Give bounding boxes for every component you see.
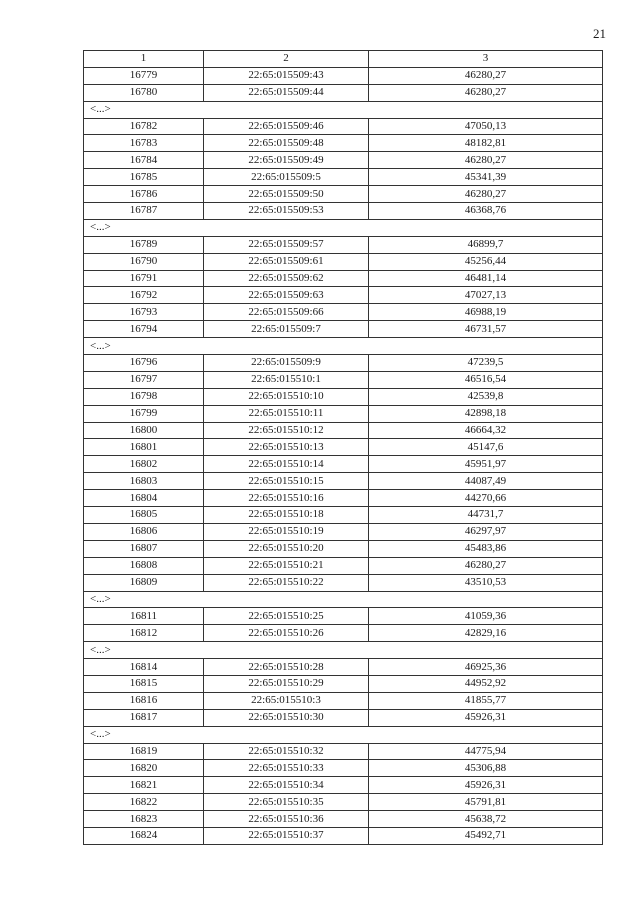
row-number-cell: 16798 xyxy=(84,388,204,405)
table-row xyxy=(84,270,603,287)
cadastral-number-cell: 22:65:015510:32 xyxy=(204,743,369,760)
value-cell: 44270,66 xyxy=(369,490,603,507)
cadastral-number-cell: 22:65:015510:33 xyxy=(204,760,369,777)
row-number-cell: 16796 xyxy=(84,355,204,372)
ellipsis-row xyxy=(84,338,603,355)
table-row xyxy=(84,625,603,642)
value-cell: 46280,27 xyxy=(369,67,603,84)
value-cell: 46297,97 xyxy=(369,523,603,540)
row-number-cell: 16808 xyxy=(84,557,204,574)
value-cell: 46280,27 xyxy=(369,84,603,101)
table-row xyxy=(84,456,603,473)
cadastral-number-cell: 22:65:015510:36 xyxy=(204,811,369,828)
table-row xyxy=(84,507,603,524)
cadastral-number-cell: 22:65:015510:12 xyxy=(204,422,369,439)
value-cell: 43510,53 xyxy=(369,574,603,591)
ellipsis-cell: <...> xyxy=(84,726,603,743)
cadastral-number-cell: 22:65:015510:13 xyxy=(204,439,369,456)
row-number-cell: 16786 xyxy=(84,186,204,203)
value-cell: 46731,57 xyxy=(369,321,603,338)
table-row xyxy=(84,186,603,203)
row-number-cell: 16784 xyxy=(84,152,204,169)
cadastral-number-cell: 22:65:015509:44 xyxy=(204,84,369,101)
table-row xyxy=(84,67,603,84)
value-cell: 41059,36 xyxy=(369,608,603,625)
table-row xyxy=(84,84,603,101)
value-cell: 45791,81 xyxy=(369,794,603,811)
table-row xyxy=(84,743,603,760)
table-body xyxy=(84,51,603,845)
cadastral-number-cell: 22:65:015510:30 xyxy=(204,709,369,726)
table-row xyxy=(84,287,603,304)
column-header-3: 3 xyxy=(369,51,603,68)
row-number-cell: 16797 xyxy=(84,371,204,388)
table-row xyxy=(84,388,603,405)
table-row xyxy=(84,439,603,456)
row-number-cell: 16793 xyxy=(84,304,204,321)
table-row xyxy=(84,709,603,726)
value-cell: 45256,44 xyxy=(369,253,603,270)
value-cell: 45951,97 xyxy=(369,456,603,473)
cadastral-number-cell: 22:65:015510:35 xyxy=(204,794,369,811)
table-row xyxy=(84,473,603,490)
ellipsis-cell: <...> xyxy=(84,338,603,355)
row-number-cell: 16814 xyxy=(84,659,204,676)
cadastral-value-table xyxy=(83,50,603,845)
cadastral-number-cell: 22:65:015509:7 xyxy=(204,321,369,338)
cadastral-number-cell: 22:65:015510:26 xyxy=(204,625,369,642)
value-cell: 46899,7 xyxy=(369,236,603,253)
row-number-cell: 16780 xyxy=(84,84,204,101)
table-row xyxy=(84,760,603,777)
table-row xyxy=(84,355,603,372)
value-cell: 45492,71 xyxy=(369,827,603,844)
ellipsis-row xyxy=(84,101,603,118)
cadastral-number-cell: 22:65:015509:66 xyxy=(204,304,369,321)
value-cell: 46988,19 xyxy=(369,304,603,321)
cadastral-number-cell: 22:65:015509:50 xyxy=(204,186,369,203)
table-row xyxy=(84,169,603,186)
value-cell: 47050,13 xyxy=(369,118,603,135)
table-row xyxy=(84,675,603,692)
table-row xyxy=(84,118,603,135)
cadastral-number-cell: 22:65:015510:22 xyxy=(204,574,369,591)
table-row xyxy=(84,321,603,338)
table-row xyxy=(84,304,603,321)
value-cell: 44731,7 xyxy=(369,507,603,524)
value-cell: 47027,13 xyxy=(369,287,603,304)
row-number-cell: 16821 xyxy=(84,777,204,794)
ellipsis-cell: <...> xyxy=(84,591,603,608)
ellipsis-cell: <...> xyxy=(84,642,603,659)
row-number-cell: 16823 xyxy=(84,811,204,828)
table-header-row xyxy=(84,51,603,68)
value-cell: 42898,18 xyxy=(369,405,603,422)
cadastral-number-cell: 22:65:015510:11 xyxy=(204,405,369,422)
table-row xyxy=(84,692,603,709)
row-number-cell: 16805 xyxy=(84,507,204,524)
ellipsis-cell: <...> xyxy=(84,219,603,236)
value-cell: 45638,72 xyxy=(369,811,603,828)
cadastral-number-cell: 22:65:015510:14 xyxy=(204,456,369,473)
row-number-cell: 16811 xyxy=(84,608,204,625)
cadastral-number-cell: 22:65:015510:25 xyxy=(204,608,369,625)
table-row xyxy=(84,608,603,625)
value-cell: 44087,49 xyxy=(369,473,603,490)
row-number-cell: 16822 xyxy=(84,794,204,811)
cadastral-number-cell: 22:65:015509:62 xyxy=(204,270,369,287)
column-header-2: 2 xyxy=(204,51,369,68)
value-cell: 46664,32 xyxy=(369,422,603,439)
value-cell: 45147,6 xyxy=(369,439,603,456)
cadastral-number-cell: 22:65:015510:34 xyxy=(204,777,369,794)
value-cell: 47239,5 xyxy=(369,355,603,372)
ellipsis-row xyxy=(84,591,603,608)
value-cell: 45926,31 xyxy=(369,709,603,726)
cadastral-number-cell: 22:65:015509:57 xyxy=(204,236,369,253)
table-row xyxy=(84,557,603,574)
row-number-cell: 16802 xyxy=(84,456,204,473)
ellipsis-cell: <...> xyxy=(84,101,603,118)
cadastral-number-cell: 22:65:015509:48 xyxy=(204,135,369,152)
table-row xyxy=(84,523,603,540)
row-number-cell: 16779 xyxy=(84,67,204,84)
cadastral-number-cell: 22:65:015510:3 xyxy=(204,692,369,709)
table-row xyxy=(84,811,603,828)
value-cell: 44775,94 xyxy=(369,743,603,760)
cadastral-number-cell: 22:65:015509:61 xyxy=(204,253,369,270)
table-row xyxy=(84,777,603,794)
cadastral-number-cell: 22:65:015509:63 xyxy=(204,287,369,304)
row-number-cell: 16807 xyxy=(84,540,204,557)
cadastral-number-cell: 22:65:015510:19 xyxy=(204,523,369,540)
page-number: 21 xyxy=(593,26,606,41)
value-cell: 45926,31 xyxy=(369,777,603,794)
cadastral-number-cell: 22:65:015510:10 xyxy=(204,388,369,405)
cadastral-number-cell: 22:65:015509:9 xyxy=(204,355,369,372)
value-cell: 46925,36 xyxy=(369,659,603,676)
value-cell: 45341,39 xyxy=(369,169,603,186)
value-cell: 46368,76 xyxy=(369,203,603,220)
value-cell: 42539,8 xyxy=(369,388,603,405)
row-number-cell: 16789 xyxy=(84,236,204,253)
table-row xyxy=(84,152,603,169)
value-cell: 46280,27 xyxy=(369,557,603,574)
value-cell: 44952,92 xyxy=(369,675,603,692)
row-number-cell: 16816 xyxy=(84,692,204,709)
cadastral-number-cell: 22:65:015510:15 xyxy=(204,473,369,490)
value-cell: 42829,16 xyxy=(369,625,603,642)
ellipsis-row xyxy=(84,642,603,659)
column-header-1: 1 xyxy=(84,51,204,68)
row-number-cell: 16794 xyxy=(84,321,204,338)
cadastral-number-cell: 22:65:015509:49 xyxy=(204,152,369,169)
row-number-cell: 16815 xyxy=(84,675,204,692)
value-cell: 45306,88 xyxy=(369,760,603,777)
row-number-cell: 16785 xyxy=(84,169,204,186)
table-row xyxy=(84,203,603,220)
value-cell: 46481,14 xyxy=(369,270,603,287)
row-number-cell: 16812 xyxy=(84,625,204,642)
row-number-cell: 16782 xyxy=(84,118,204,135)
cadastral-number-cell: 22:65:015510:28 xyxy=(204,659,369,676)
row-number-cell: 16783 xyxy=(84,135,204,152)
cadastral-number-cell: 22:65:015510:21 xyxy=(204,557,369,574)
ellipsis-row xyxy=(84,219,603,236)
row-number-cell: 16799 xyxy=(84,405,204,422)
cadastral-number-cell: 22:65:015510:1 xyxy=(204,371,369,388)
table-row xyxy=(84,659,603,676)
cadastral-number-cell: 22:65:015510:20 xyxy=(204,540,369,557)
row-number-cell: 16804 xyxy=(84,490,204,507)
table-row xyxy=(84,490,603,507)
table-row xyxy=(84,574,603,591)
cadastral-number-cell: 22:65:015510:29 xyxy=(204,675,369,692)
row-number-cell: 16809 xyxy=(84,574,204,591)
value-cell: 46516,54 xyxy=(369,371,603,388)
row-number-cell: 16819 xyxy=(84,743,204,760)
row-number-cell: 16801 xyxy=(84,439,204,456)
cadastral-number-cell: 22:65:015510:16 xyxy=(204,490,369,507)
table-row xyxy=(84,827,603,844)
row-number-cell: 16791 xyxy=(84,270,204,287)
row-number-cell: 16800 xyxy=(84,422,204,439)
cadastral-number-cell: 22:65:015509:53 xyxy=(204,203,369,220)
value-cell: 48182,81 xyxy=(369,135,603,152)
row-number-cell: 16803 xyxy=(84,473,204,490)
ellipsis-row xyxy=(84,726,603,743)
table-row xyxy=(84,422,603,439)
value-cell: 46280,27 xyxy=(369,152,603,169)
row-number-cell: 16817 xyxy=(84,709,204,726)
table-row xyxy=(84,405,603,422)
table-row xyxy=(84,236,603,253)
table-row xyxy=(84,794,603,811)
table-row xyxy=(84,253,603,270)
cadastral-number-cell: 22:65:015509:46 xyxy=(204,118,369,135)
row-number-cell: 16820 xyxy=(84,760,204,777)
value-cell: 41855,77 xyxy=(369,692,603,709)
row-number-cell: 16806 xyxy=(84,523,204,540)
table-row xyxy=(84,135,603,152)
value-cell: 45483,86 xyxy=(369,540,603,557)
table-row xyxy=(84,540,603,557)
cadastral-number-cell: 22:65:015509:5 xyxy=(204,169,369,186)
row-number-cell: 16790 xyxy=(84,253,204,270)
row-number-cell: 16787 xyxy=(84,203,204,220)
row-number-cell: 16824 xyxy=(84,827,204,844)
row-number-cell: 16792 xyxy=(84,287,204,304)
value-cell: 46280,27 xyxy=(369,186,603,203)
table-row xyxy=(84,371,603,388)
cadastral-number-cell: 22:65:015510:18 xyxy=(204,507,369,524)
cadastral-number-cell: 22:65:015510:37 xyxy=(204,827,369,844)
cadastral-number-cell: 22:65:015509:43 xyxy=(204,67,369,84)
